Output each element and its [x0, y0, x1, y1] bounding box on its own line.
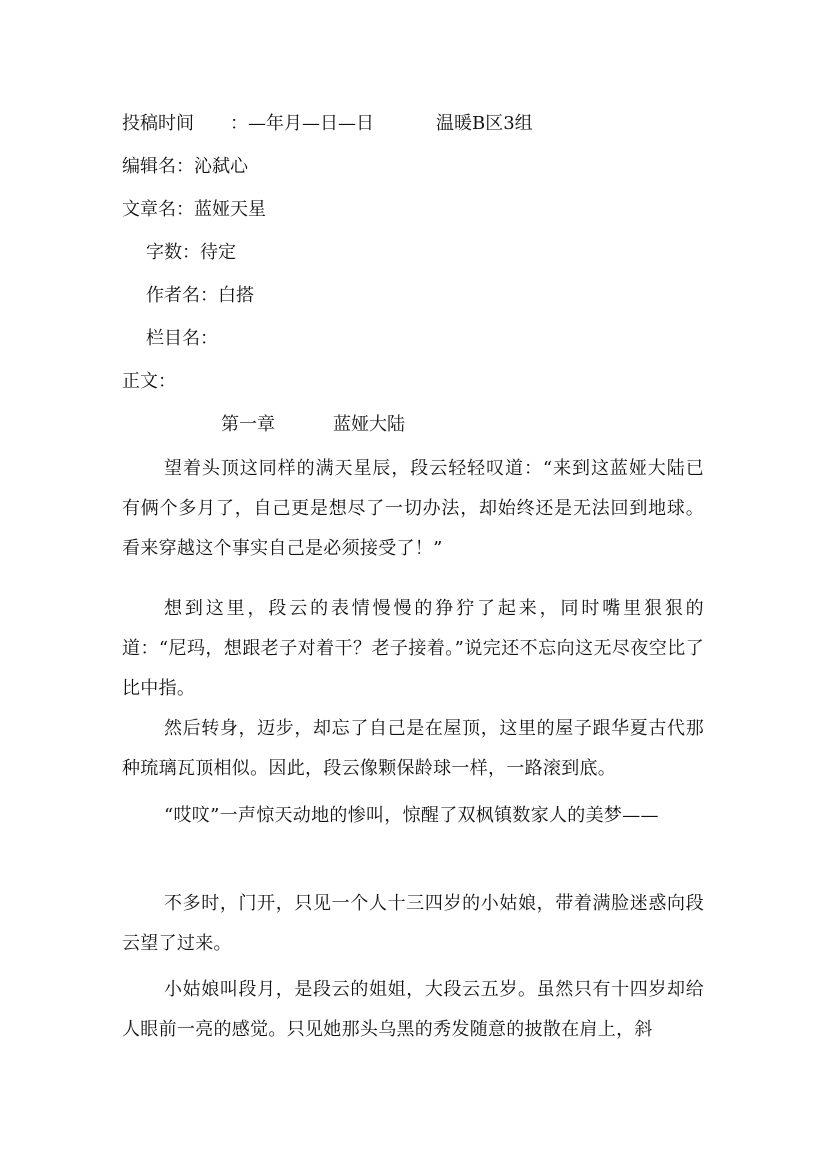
- chapter-heading: [221, 413, 405, 437]
- submit-time-value: —年月—日—日: [248, 113, 374, 134]
- submit-time-row: [122, 112, 533, 136]
- editor-row: 编辑名：沁弑心: [122, 156, 248, 177]
- column-row: 栏目名：: [146, 328, 218, 349]
- paragraph-5: 不多时，门开，只见一个人十三四岁的小姑娘，带着满脸迷惑向段云望了过来。: [122, 893, 704, 954]
- chapter-title: 蓝娅大陆: [333, 414, 405, 435]
- article-row: 文章名：蓝娅天星: [122, 199, 266, 220]
- chapter-number: 第一章: [221, 414, 275, 435]
- submit-time-separator: ：: [230, 113, 248, 134]
- group-label: 温暖B区3组: [436, 113, 533, 134]
- paragraph-6: 小姑娘叫段月，是段云的姐姐，大段云五岁。虽然只有十四岁却给人眼前一亮的感觉。只见她那头乌黑的秀发随意的披散在肩上，斜: [122, 979, 704, 1040]
- submit-time-label: 投稿时间: [122, 113, 194, 134]
- author-row: 作者名：白搭: [146, 285, 254, 306]
- body-label: 正文：: [122, 371, 176, 392]
- paragraph-3: 然后转身，迈步，却忘了自己是在屋顶，这里的屋子跟华夏古代那种琉璃瓦顶相似。因此，段云像颗保龄球一样，一路滚到底。: [122, 718, 704, 779]
- words-row: 字数：待定: [146, 242, 236, 263]
- paragraph-4: “哎呅”一声惊天动地的惨叫，惊醒了双枫镇数家人的美梦——: [164, 805, 659, 826]
- paragraph-1: 望着头顶这同样的满天星辰，段云轻轻叹道：“来到这蓝娅大陆已有俩个多月了，自己更是想尽了一切办法，却始终还是无法回到地球。看来穿越这个事实自己是必须接受了！”: [122, 458, 704, 559]
- paragraph-2: 想到这里，段云的表情慢慢的狰狞了起来，同时嘴里狠狠的道：“尼玛，想跟老子对着干？老子接着。”说完还不忘向这无尽夜空比了比中指。: [122, 598, 704, 699]
